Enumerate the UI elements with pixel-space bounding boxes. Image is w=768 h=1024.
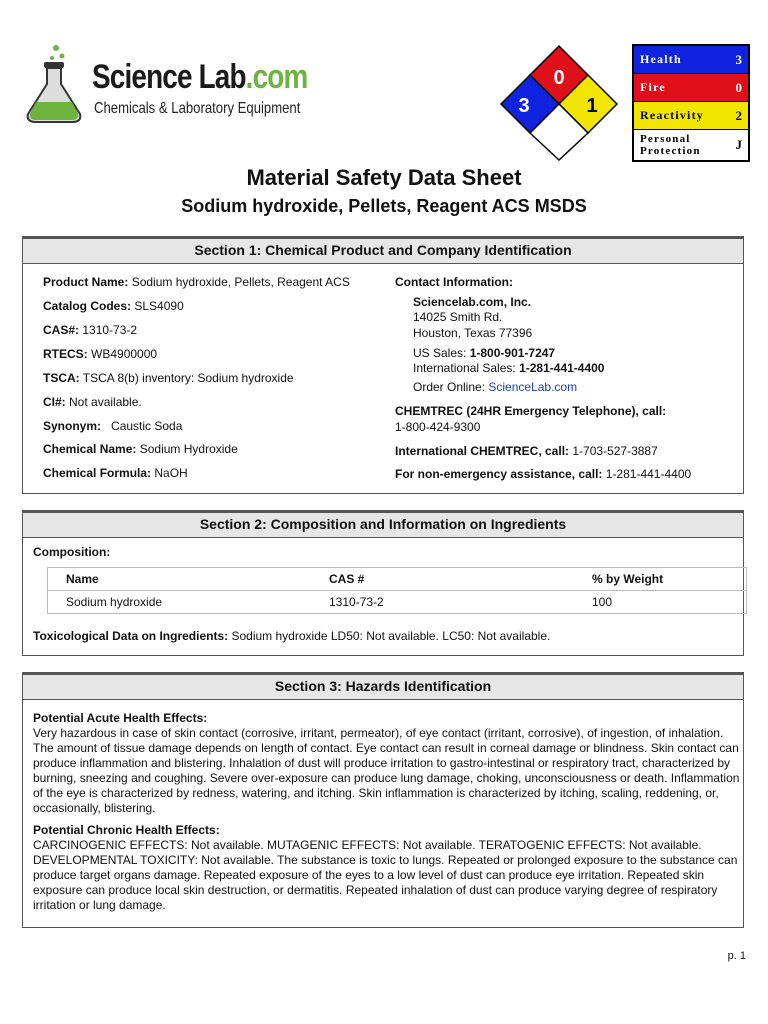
- nfpa-health-value: 3: [518, 95, 530, 117]
- hmis-fire-label: Fire: [640, 80, 666, 94]
- hmis-protection-value: J: [735, 137, 742, 152]
- section-3-heading: Section 3: Hazards Identification: [23, 673, 743, 700]
- hmis-protection-row: [634, 130, 748, 160]
- section-1: [22, 236, 744, 494]
- sciencelab-logo[interactable]: [18, 44, 308, 124]
- ingredient-weight-cell: 100: [574, 591, 747, 614]
- hmis-reactivity-row: [634, 102, 748, 130]
- chronic-health-effects-text: CARCINOGENIC EFFECTS: Not available. MUTAGENIC EFFECTS: Not available. TERATOGENIC EFFECTS: Not available. DEVELOPMENTAL TOXICITY: Not available. The substance is toxic to lungs. Repeated or prolonged exposure to the substance can produce target organs damage. Repeated exposure of the eyes to a low level of dust can produce eye irritation. Repeated skin exposure can produce local skin destruction, or dermatitis. Repeated inhalation of dust can produce varying degree of respiratory irritation or lung damage.: [33, 838, 738, 912]
- international-chemtrec-field: International CHEMTREC, call: 1-703-527-3887: [395, 444, 658, 458]
- hmis-fire-value: 0: [735, 79, 742, 95]
- chemtrec-phone: 1-800-424-9300: [395, 420, 481, 434]
- company-name: Sciencelab.com, Inc.: [413, 295, 532, 309]
- column-header-cas: CAS #: [311, 568, 574, 591]
- brand-tagline: Chemicals & Laboratory Equipment: [94, 100, 301, 117]
- table-row: [48, 591, 747, 614]
- section-1-heading: Section 1: Chemical Product and Company Identification: [23, 237, 743, 264]
- composition-table: [47, 567, 747, 614]
- document-title: Material Safety Data Sheet: [246, 165, 522, 190]
- international-sales-field: International Sales: 1-281-441-4400: [413, 361, 605, 375]
- hmis-protection-label-2: Protection: [640, 145, 701, 157]
- chemical-formula-field: Chemical Formula: NaOH: [43, 466, 188, 480]
- chemical-name-field: Chemical Name: Sodium Hydroxide: [43, 442, 238, 456]
- sciencelab-link[interactable]: ScienceLab.com: [488, 380, 578, 394]
- company-address-2: Houston, Texas 77396: [413, 326, 533, 340]
- ci-field: CI#: Not available.: [43, 395, 142, 409]
- hmis-protection-label-1: Personal: [640, 133, 691, 145]
- document-subtitle: Sodium hydroxide, Pellets, Reagent ACS MSDS: [181, 196, 587, 216]
- table-header-row: [48, 568, 747, 591]
- section-2: [22, 510, 744, 656]
- column-header-name: Name: [48, 568, 312, 591]
- composition-label: Composition:: [33, 545, 111, 559]
- chronic-health-effects-label: Potential Chronic Health Effects:: [33, 823, 220, 837]
- us-sales-field: US Sales: 1-800-901-7247: [413, 346, 556, 360]
- section-3: [22, 672, 744, 928]
- brand-name: Science Lab.com: [92, 58, 308, 96]
- toxicological-data-field: Toxicological Data on Ingredients: Sodium hydroxide LD50: Not available. LC50: Not available.: [33, 629, 551, 643]
- order-online-field: Order Online: ScienceLab.com: [413, 380, 578, 394]
- acute-health-effects-text: Very hazardous in case of skin contact (corrosive, irritant, permeator), of eye contact (irritant, corrosive), of ingestion, of inhalation. The amount of tissue damage depends on length of contact. Eye contact can result in corneal damage or blindness. Skin contact can produce inflammation and blistering. Inhalation of dust will produce irritation to gastro-intestinal or respiratory tract, characterized by burning, sneezing and coughing. Severe over-exposure can produce lung damage, choking, unconsciousness or death. Inflammation of the eye is characterized by redness, watering, and itching. Skin inflammation is characterized by itching, scaling, reddening, or, occasionally, blistering.: [33, 726, 740, 815]
- column-header-weight: % by Weight: [574, 568, 747, 591]
- non-emergency-field: For non-emergency assistance, call: 1-281-441-4400: [395, 467, 692, 481]
- flask-icon: [18, 44, 88, 124]
- hmis-rating-table: [632, 44, 750, 162]
- product-name-field: Product Name: Sodium hydroxide, Pellets, Reagent ACS: [43, 275, 350, 289]
- synonym-field: Synonym: Caustic Soda: [43, 419, 183, 433]
- nfpa-fire-value: 0: [553, 67, 565, 89]
- hmis-reactivity-value: 2: [735, 107, 742, 123]
- company-address-1: 14025 Smith Rd.: [413, 310, 503, 324]
- chemtrec-label: CHEMTREC (24HR Emergency Telephone), call:: [395, 404, 667, 418]
- acute-health-effects-label: Potential Acute Health Effects:: [33, 711, 208, 725]
- section-2-heading: Section 2: Composition and Information on Ingredients: [23, 511, 743, 538]
- chronic-health-effects: [33, 823, 741, 913]
- ingredient-cas-cell: 1310-73-2: [311, 591, 574, 614]
- cas-field: CAS#: 1310-73-2: [43, 323, 138, 337]
- page-number: p. 1: [727, 950, 746, 962]
- ingredient-name-cell: Sodium hydroxide: [48, 591, 312, 614]
- nfpa-diamond: [496, 44, 622, 162]
- hmis-health-value: 3: [735, 51, 742, 67]
- tsca-field: TSCA: TSCA 8(b) inventory: Sodium hydroxide: [43, 371, 294, 385]
- nfpa-reactivity-value: 1: [586, 95, 598, 117]
- hmis-health-label: Health: [640, 52, 682, 66]
- hmis-health-row: [634, 46, 748, 74]
- hmis-reactivity-label: Reactivity: [640, 108, 704, 122]
- rtecs-field: RTECS: WB4900000: [43, 347, 158, 361]
- hmis-fire-row: [634, 74, 748, 102]
- acute-health-effects: [33, 711, 741, 816]
- catalog-codes-field: Catalog Codes: SLS4090: [43, 299, 184, 313]
- contact-information-label: Contact Information:: [395, 275, 513, 289]
